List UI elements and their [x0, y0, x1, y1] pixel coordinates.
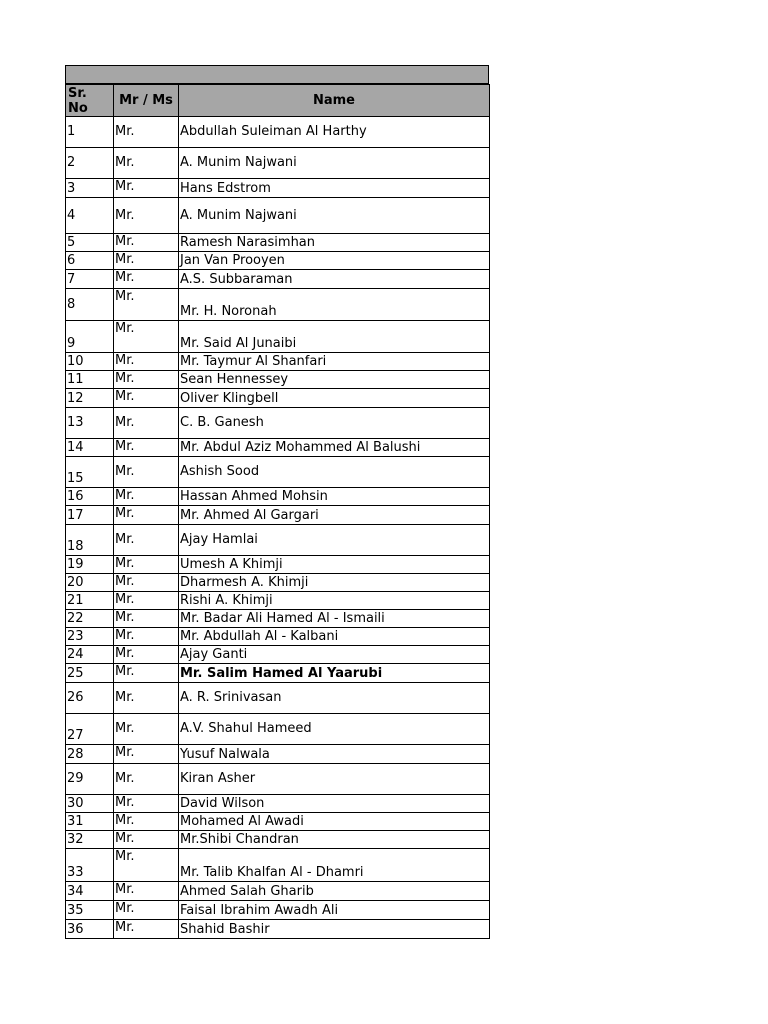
- name-cell: Rishi A. Khimji: [179, 592, 490, 610]
- name-cell: Sean Hennessey: [179, 371, 490, 389]
- table-row: [66, 920, 490, 939]
- name-cell: Ashish Sood: [179, 457, 490, 488]
- name-cell: Mr. Talib Khalfan Al - Dhamri: [179, 849, 490, 882]
- table-row: [66, 198, 490, 234]
- table-row: [66, 556, 490, 574]
- sr-no-cell: 10: [66, 353, 114, 371]
- title-cell: Mr.: [114, 408, 179, 439]
- sr-no-cell: 9: [66, 321, 114, 353]
- table-row: [66, 714, 490, 745]
- table-row: [66, 901, 490, 920]
- sr-no-cell: 32: [66, 831, 114, 849]
- table-row: [66, 745, 490, 764]
- name-list-sheet: [65, 65, 489, 939]
- name-cell: Yusuf Nalwala: [179, 745, 490, 764]
- table-row: [66, 353, 490, 371]
- name-cell: Kiran Asher: [179, 764, 490, 795]
- column-header-name: Name: [179, 85, 490, 117]
- sr-no-cell: 4: [66, 198, 114, 234]
- title-cell: Mr.: [114, 849, 179, 882]
- name-cell: A.V. Shahul Hameed: [179, 714, 490, 745]
- sr-no-cell: 12: [66, 389, 114, 408]
- name-cell: A. Munim Najwani: [179, 198, 490, 234]
- sr-no-cell: 6: [66, 252, 114, 270]
- table-row: [66, 117, 490, 148]
- sr-no-cell: 8: [66, 289, 114, 321]
- title-cell: Mr.: [114, 556, 179, 574]
- name-cell: C. B. Ganesh: [179, 408, 490, 439]
- title-cell: Mr.: [114, 179, 179, 198]
- sr-no-cell: 29: [66, 764, 114, 795]
- column-header-sr-no: Sr. No: [66, 85, 114, 117]
- sr-no-cell: 30: [66, 795, 114, 813]
- table-row: [66, 831, 490, 849]
- column-header-title: Mr / Ms: [114, 85, 179, 117]
- name-cell: Oliver Klingbell: [179, 389, 490, 408]
- sr-no-cell: 7: [66, 270, 114, 289]
- name-cell: Ajay Hamlai: [179, 525, 490, 556]
- title-cell: Mr.: [114, 371, 179, 389]
- name-cell: Mr.Shibi Chandran: [179, 831, 490, 849]
- sr-no-cell: 27: [66, 714, 114, 745]
- sr-no-cell: 16: [66, 488, 114, 506]
- table-row: [66, 179, 490, 198]
- name-cell: Jan Van Prooyen: [179, 252, 490, 270]
- name-cell: Mr. Said Al Junaibi: [179, 321, 490, 353]
- title-cell: Mr.: [114, 270, 179, 289]
- title-cell: Mr.: [114, 488, 179, 506]
- name-cell: Abdullah Suleiman Al Harthy: [179, 117, 490, 148]
- title-cell: Mr.: [114, 506, 179, 525]
- title-cell: Mr.: [114, 389, 179, 408]
- name-cell: Umesh A Khimji: [179, 556, 490, 574]
- table-row: [66, 289, 490, 321]
- title-cell: Mr.: [114, 525, 179, 556]
- table-row: [66, 813, 490, 831]
- name-cell: David Wilson: [179, 795, 490, 813]
- title-cell: Mr.: [114, 439, 179, 457]
- name-cell: A. R. Srinivasan: [179, 683, 490, 714]
- table-row: [66, 646, 490, 664]
- name-cell: Ajay Ganti: [179, 646, 490, 664]
- name-cell: Shahid Bashir: [179, 920, 490, 939]
- table-row: [66, 506, 490, 525]
- sr-no-cell: 21: [66, 592, 114, 610]
- title-cell: Mr.: [114, 289, 179, 321]
- name-cell: Ahmed Salah Gharib: [179, 882, 490, 901]
- title-cell: Mr.: [114, 646, 179, 664]
- table-row: [66, 795, 490, 813]
- sr-no-cell: 15: [66, 457, 114, 488]
- sr-no-cell: 34: [66, 882, 114, 901]
- sr-no-cell: 13: [66, 408, 114, 439]
- sr-no-cell: 31: [66, 813, 114, 831]
- table-row: [66, 488, 490, 506]
- sr-no-cell: 35: [66, 901, 114, 920]
- sr-no-cell: 5: [66, 234, 114, 252]
- name-cell: Mr. Salim Hamed Al Yaarubi: [179, 664, 490, 683]
- table-row: [66, 628, 490, 646]
- table-row: [66, 252, 490, 270]
- title-cell: Mr.: [114, 901, 179, 920]
- sr-no-cell: 24: [66, 646, 114, 664]
- title-cell: Mr.: [114, 610, 179, 628]
- table-row: [66, 457, 490, 488]
- table-row: [66, 592, 490, 610]
- name-cell: Faisal Ibrahim Awadh Ali: [179, 901, 490, 920]
- title-cell: Mr.: [114, 628, 179, 646]
- name-cell: Mohamed Al Awadi: [179, 813, 490, 831]
- sr-no-cell: 2: [66, 148, 114, 179]
- name-cell: A.S. Subbaraman: [179, 270, 490, 289]
- name-cell: Hassan Ahmed Mohsin: [179, 488, 490, 506]
- sr-no-cell: 19: [66, 556, 114, 574]
- sr-no-cell: 18: [66, 525, 114, 556]
- sr-no-cell: 11: [66, 371, 114, 389]
- sr-no-cell: 3: [66, 179, 114, 198]
- table-row: [66, 882, 490, 901]
- table-body: [66, 117, 490, 939]
- name-cell: Mr. Taymur Al Shanfari: [179, 353, 490, 371]
- name-cell: Ramesh Narasimhan: [179, 234, 490, 252]
- sr-no-cell: 36: [66, 920, 114, 939]
- sr-no-cell: 26: [66, 683, 114, 714]
- table-row: [66, 683, 490, 714]
- title-cell: Mr.: [114, 574, 179, 592]
- title-cell: Mr.: [114, 592, 179, 610]
- title-cell: Mr.: [114, 882, 179, 901]
- name-cell: Mr. H. Noronah: [179, 289, 490, 321]
- table-row: [66, 234, 490, 252]
- sr-no-cell: 22: [66, 610, 114, 628]
- name-cell: Mr. Abdullah Al - Kalbani: [179, 628, 490, 646]
- sr-no-cell: 28: [66, 745, 114, 764]
- table-row: [66, 408, 490, 439]
- sr-no-cell: 1: [66, 117, 114, 148]
- title-cell: Mr.: [114, 920, 179, 939]
- sr-no-cell: 23: [66, 628, 114, 646]
- table-row: [66, 321, 490, 353]
- table-header-row: [66, 85, 490, 117]
- table-row: [66, 610, 490, 628]
- title-cell: Mr.: [114, 683, 179, 714]
- title-cell: Mr.: [114, 795, 179, 813]
- title-cell: Mr.: [114, 252, 179, 270]
- name-cell: Mr. Abdul Aziz Mohammed Al Balushi: [179, 439, 490, 457]
- table-row: [66, 389, 490, 408]
- title-cell: Mr.: [114, 234, 179, 252]
- name-cell: A. Munim Najwani: [179, 148, 490, 179]
- table-row: [66, 270, 490, 289]
- title-cell: Mr.: [114, 353, 179, 371]
- name-cell: Dharmesh A. Khimji: [179, 574, 490, 592]
- table-row: [66, 664, 490, 683]
- title-cell: Mr.: [114, 714, 179, 745]
- table-row: [66, 849, 490, 882]
- header-band: [65, 65, 489, 84]
- title-cell: Mr.: [114, 664, 179, 683]
- sr-no-cell: 20: [66, 574, 114, 592]
- table-row: [66, 574, 490, 592]
- name-cell: Hans Edstrom: [179, 179, 490, 198]
- title-cell: Mr.: [114, 764, 179, 795]
- table-row: [66, 764, 490, 795]
- title-cell: Mr.: [114, 457, 179, 488]
- sr-no-cell: 14: [66, 439, 114, 457]
- table-row: [66, 148, 490, 179]
- title-cell: Mr.: [114, 831, 179, 849]
- sr-no-cell: 25: [66, 664, 114, 683]
- table-row: [66, 525, 490, 556]
- title-cell: Mr.: [114, 198, 179, 234]
- title-cell: Mr.: [114, 148, 179, 179]
- title-cell: Mr.: [114, 117, 179, 148]
- name-cell: Mr. Badar Ali Hamed Al - Ismaili: [179, 610, 490, 628]
- name-table: [65, 84, 490, 939]
- title-cell: Mr.: [114, 321, 179, 353]
- table-row: [66, 439, 490, 457]
- title-cell: Mr.: [114, 745, 179, 764]
- sr-no-cell: 33: [66, 849, 114, 882]
- name-cell: Mr. Ahmed Al Gargari: [179, 506, 490, 525]
- table-row: [66, 371, 490, 389]
- sr-no-cell: 17: [66, 506, 114, 525]
- title-cell: Mr.: [114, 813, 179, 831]
